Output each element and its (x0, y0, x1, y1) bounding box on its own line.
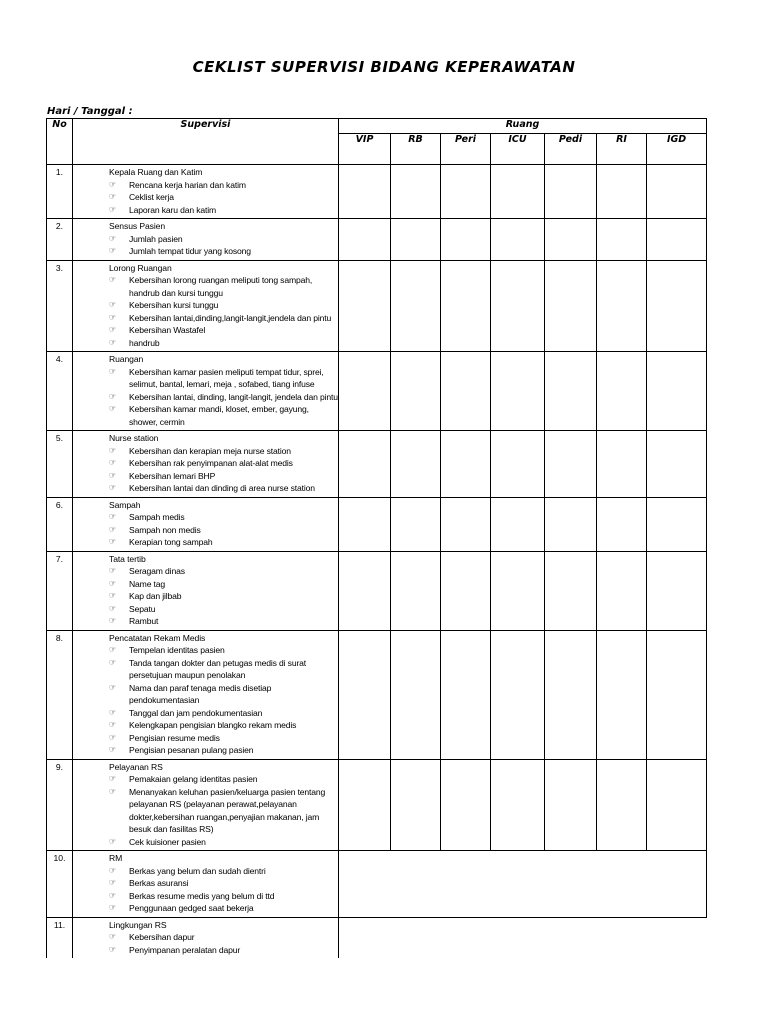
list-item (109, 445, 338, 458)
list-item (109, 470, 338, 483)
section-number: 4. (47, 352, 73, 431)
item-text: Rambut (129, 616, 159, 626)
section-content (73, 219, 339, 261)
item-text: Kebersihan kursi tunggu (129, 300, 219, 310)
item-text: Rencana kerja harian dan katim (129, 179, 246, 190)
section-row (47, 851, 707, 918)
list-item (109, 657, 338, 682)
item-text: Kelengkapan pengisian blangko rekam medis (129, 720, 297, 730)
list-item (109, 732, 338, 745)
item-text: Kebersihan kamar pasien meliputi tempat tidur, sprei, selimut, bantal, lemari, meja , sofabed, tiang infuse (129, 366, 324, 389)
check-cell-igd[interactable] (647, 260, 707, 352)
check-cell-vip[interactable] (339, 165, 391, 219)
list-item (109, 482, 338, 495)
check-cell-peri[interactable] (441, 352, 491, 431)
check-cell-pedi[interactable] (545, 759, 597, 851)
pointing-hand-icon: ☞ (109, 512, 117, 521)
check-cell-ri[interactable] (597, 630, 647, 759)
item-text: Menanyakan keluhan pasien/keluarga pasien tentang pelayanan RS (pelayanan perawat,pelayanan dokter,kebersihan ruangan,penyajian makanan, jam besuk dan fasilitas RS) (129, 786, 326, 834)
item-text: Kerapian tong sampah (129, 537, 213, 547)
check-area-merged[interactable] (339, 851, 707, 918)
list-item (109, 403, 338, 428)
check-cell-pedi[interactable] (545, 352, 597, 431)
pointing-hand-icon: ☞ (109, 745, 117, 754)
check-cell-vip[interactable] (339, 260, 391, 352)
section-row (47, 352, 707, 431)
item-text: Kebersihan lantai, dinding, langit-langit, jendela dan pintu (129, 391, 338, 402)
section-row (47, 630, 707, 759)
check-cell-ri[interactable] (597, 165, 647, 219)
header-room-peri: Peri (441, 134, 491, 165)
checklist-sheet (46, 118, 707, 958)
item-text: Seragam dinas (129, 566, 185, 576)
item-text: Nama dan paraf tenaga medis disetiap pendokumentasian (129, 682, 272, 705)
list-item (109, 902, 338, 915)
item-text: Ceklist kerja (129, 192, 174, 202)
check-cell-vip[interactable] (339, 219, 391, 261)
pointing-hand-icon: ☞ (109, 865, 117, 875)
pointing-hand-icon: ☞ (109, 657, 117, 667)
header-room-igd: IGD (647, 134, 707, 165)
check-cell-vip[interactable] (339, 551, 391, 630)
check-cell-pedi[interactable] (545, 219, 597, 261)
check-cell-icu[interactable] (491, 759, 545, 851)
pointing-hand-icon: ☞ (109, 246, 117, 255)
check-cell-igd[interactable] (647, 497, 707, 551)
section-row (47, 219, 707, 261)
section-title: Pencatatan Rekam Medis (109, 632, 206, 643)
list-item (109, 773, 338, 786)
section-items (109, 931, 338, 956)
item-text: Cek kuisioner pasien (129, 836, 206, 847)
list-item (109, 391, 338, 404)
check-cell-pedi[interactable] (545, 260, 597, 352)
header-ruang: Ruang (339, 119, 707, 134)
section-row (47, 165, 707, 219)
section-number: 10. (47, 851, 73, 918)
check-cell-pedi[interactable] (545, 497, 597, 551)
check-cell-icu[interactable] (491, 219, 545, 261)
section-items (109, 274, 338, 349)
item-text: Kebersihan lantai,dinding,langit-langit,jendela dan pintu (129, 312, 332, 323)
list-item (109, 457, 338, 470)
pointing-hand-icon: ☞ (109, 179, 117, 189)
check-cell-vip[interactable] (339, 431, 391, 498)
section-title: Ruangan (109, 354, 144, 364)
section-title: Tata tertib (109, 553, 146, 564)
item-text: Berkas asuransi (129, 878, 189, 888)
check-cell-peri[interactable] (441, 759, 491, 851)
item-text: Kebersihan lantai dan dinding di area nurse station (129, 483, 315, 493)
pointing-hand-icon: ☞ (109, 275, 117, 284)
check-cell-peri[interactable] (441, 630, 491, 759)
section-number: 1. (47, 165, 73, 219)
check-cell-igd[interactable] (647, 759, 707, 851)
list-item (109, 865, 338, 878)
check-cell-ri[interactable] (597, 219, 647, 261)
pointing-hand-icon: ☞ (109, 470, 117, 480)
item-text: Kebersihan lemari BHP (129, 470, 216, 481)
pointing-hand-icon: ☞ (109, 932, 117, 941)
pointing-hand-icon: ☞ (109, 325, 117, 334)
list-item (109, 719, 338, 732)
item-text: Berkas resume medis yang belum di ttd (129, 890, 275, 901)
section-content (73, 917, 339, 958)
list-item (109, 786, 338, 836)
section-number: 3. (47, 260, 73, 352)
item-text: Kebersihan lorong ruangan meliputi tong sampah, handrub dan kursi tunggu (129, 275, 313, 298)
check-cell-icu[interactable] (491, 260, 545, 352)
section-number: 6. (47, 497, 73, 551)
list-item (109, 524, 338, 537)
pointing-hand-icon: ☞ (109, 566, 117, 575)
check-cell-rb[interactable] (391, 352, 441, 431)
item-text: Berkas yang belum dan sudah dientri (129, 865, 266, 876)
list-item (109, 337, 338, 350)
item-text: Penggunaan gedged saat bekerja (129, 903, 254, 913)
check-cell-rb[interactable] (391, 165, 441, 219)
pointing-hand-icon: ☞ (109, 445, 117, 455)
pointing-hand-icon: ☞ (109, 836, 117, 846)
pointing-hand-icon: ☞ (109, 233, 117, 243)
check-cell-igd[interactable] (647, 630, 707, 759)
check-cell-ri[interactable] (597, 260, 647, 352)
section-title: Nurse station (109, 433, 159, 443)
item-text: Tanggal dan jam pendokumentasian (129, 707, 263, 718)
list-item (109, 590, 338, 603)
pointing-hand-icon: ☞ (109, 890, 117, 900)
check-area-merged[interactable] (339, 917, 707, 958)
check-cell-ri[interactable] (597, 759, 647, 851)
pointing-hand-icon: ☞ (109, 774, 117, 783)
item-text: Kebersihan Wastafel (129, 325, 206, 335)
pointing-hand-icon: ☞ (109, 645, 117, 654)
section-title: Sampah (109, 499, 141, 510)
section-title: Lingkungan RS (109, 919, 167, 930)
check-cell-icu[interactable] (491, 165, 545, 219)
item-text: Sampah medis (129, 512, 185, 522)
list-item (109, 324, 338, 337)
section-row (47, 431, 707, 498)
pointing-hand-icon: ☞ (109, 603, 117, 613)
pointing-hand-icon: ☞ (109, 616, 117, 625)
item-text: Kebersihan dan kerapian meja nurse station (129, 445, 291, 456)
section-title: Kepala Ruang dan Katim (109, 167, 203, 177)
check-cell-igd[interactable] (647, 551, 707, 630)
section-items (109, 366, 338, 429)
pointing-hand-icon: ☞ (109, 391, 117, 401)
date-label: Hari / Tanggal : (47, 106, 133, 117)
check-cell-peri[interactable] (441, 260, 491, 352)
check-cell-pedi[interactable] (545, 551, 597, 630)
list-item (109, 274, 338, 299)
section-row (47, 260, 707, 352)
section-row (47, 497, 707, 551)
item-text: Pengisian pesanan pulang pasien (129, 745, 254, 755)
check-cell-ri[interactable] (597, 431, 647, 498)
list-item (109, 836, 338, 849)
section-title: Pelayanan RS (109, 761, 163, 772)
section-items (109, 865, 338, 915)
check-cell-icu[interactable] (491, 497, 545, 551)
pointing-hand-icon: ☞ (109, 204, 117, 214)
check-cell-igd[interactable] (647, 165, 707, 219)
item-text: handrub (129, 337, 160, 348)
check-cell-vip[interactable] (339, 630, 391, 759)
check-cell-igd[interactable] (647, 219, 707, 261)
item-text: Sepatu (129, 603, 156, 614)
list-item (109, 191, 338, 204)
section-title: Sensus Pasien (109, 221, 166, 231)
list-item (109, 744, 338, 757)
list-item (109, 682, 338, 707)
section-items (109, 445, 338, 495)
pointing-hand-icon: ☞ (109, 720, 117, 729)
header-supervisi: Supervisi (73, 119, 339, 165)
section-number: 8. (47, 630, 73, 759)
check-cell-peri[interactable] (441, 219, 491, 261)
header-no: No (47, 119, 73, 165)
item-text: Sampah non medis (129, 524, 201, 535)
section-content (73, 551, 339, 630)
pointing-hand-icon: ☞ (109, 578, 117, 588)
check-cell-igd[interactable] (647, 352, 707, 431)
check-cell-icu[interactable] (491, 630, 545, 759)
pointing-hand-icon: ☞ (109, 300, 117, 309)
list-item (109, 944, 338, 957)
section-content (73, 630, 339, 759)
item-text: Kap dan jilbab (129, 591, 182, 601)
check-cell-rb[interactable] (391, 497, 441, 551)
item-text: Name tag (129, 578, 166, 589)
section-content (73, 260, 339, 352)
list-item (109, 644, 338, 657)
list-item (109, 890, 338, 903)
check-cell-icu[interactable] (491, 352, 545, 431)
check-cell-vip[interactable] (339, 497, 391, 551)
header-room-pedi: Pedi (545, 134, 597, 165)
check-cell-rb[interactable] (391, 260, 441, 352)
item-text: Tanda tangan dokter dan petugas medis di surat persetujuan maupun penolakan (129, 657, 307, 680)
pointing-hand-icon: ☞ (109, 337, 117, 347)
section-number: 9. (47, 759, 73, 851)
list-item (109, 204, 338, 217)
checklist-table (46, 118, 707, 958)
item-text: Jumlah pasien (129, 233, 183, 244)
item-text: Tempelan identitas pasien (129, 645, 225, 655)
check-cell-rb[interactable] (391, 630, 441, 759)
section-content (73, 497, 339, 551)
check-cell-igd[interactable] (647, 431, 707, 498)
section-items (109, 644, 338, 757)
section-row (47, 759, 707, 851)
item-text: Laporan karu dan katim (129, 204, 216, 215)
check-cell-peri[interactable] (441, 497, 491, 551)
check-cell-peri[interactable] (441, 165, 491, 219)
item-text: Kebersihan dapur (129, 932, 195, 942)
check-cell-rb[interactable] (391, 759, 441, 851)
page-title: CEKLIST SUPERVISI BIDANG KEPERAWATAN (192, 58, 576, 76)
pointing-hand-icon: ☞ (109, 524, 117, 534)
pointing-hand-icon: ☞ (109, 192, 117, 201)
pointing-hand-icon: ☞ (109, 944, 117, 954)
check-cell-ri[interactable] (597, 352, 647, 431)
header-room-ri: RI (597, 134, 647, 165)
check-cell-rb[interactable] (391, 431, 441, 498)
item-text: Pemakaian gelang identitas pasien (129, 774, 258, 784)
pointing-hand-icon: ☞ (109, 682, 117, 692)
section-number: 5. (47, 431, 73, 498)
section-content (73, 759, 339, 851)
pointing-hand-icon: ☞ (109, 707, 117, 717)
pointing-hand-icon: ☞ (109, 732, 117, 742)
section-row (47, 917, 707, 958)
check-cell-vip[interactable] (339, 352, 391, 431)
list-item (109, 565, 338, 578)
header-room-icu: ICU (491, 134, 545, 165)
check-cell-rb[interactable] (391, 219, 441, 261)
check-cell-vip[interactable] (339, 759, 391, 851)
section-title: Lorong Ruangan (109, 262, 172, 273)
check-cell-pedi[interactable] (545, 630, 597, 759)
list-item (109, 877, 338, 890)
header-room-vip: VIP (339, 134, 391, 165)
list-item (109, 511, 338, 524)
list-item (109, 578, 338, 591)
check-cell-icu[interactable] (491, 551, 545, 630)
item-text: Kebersihan kamar mandi, kloset, ember, gayung, shower, cermin (129, 404, 309, 427)
pointing-hand-icon: ☞ (109, 903, 117, 912)
section-number: 11. (47, 917, 73, 958)
list-item (109, 615, 338, 628)
section-content (73, 431, 339, 498)
section-content (73, 165, 339, 219)
pointing-hand-icon: ☞ (109, 458, 117, 467)
section-items (109, 179, 338, 217)
check-cell-ri[interactable] (597, 551, 647, 630)
list-item (109, 707, 338, 720)
list-item (109, 299, 338, 312)
item-text: Penyimpanan peralatan dapur (129, 944, 241, 955)
check-cell-peri[interactable] (441, 431, 491, 498)
check-cell-rb[interactable] (391, 551, 441, 630)
section-items (109, 233, 338, 258)
header-room-rb: RB (391, 134, 441, 165)
pointing-hand-icon: ☞ (109, 366, 117, 376)
section-items (109, 511, 338, 549)
check-cell-pedi[interactable] (545, 165, 597, 219)
pointing-hand-icon: ☞ (109, 404, 117, 413)
list-item (109, 233, 338, 246)
pointing-hand-icon: ☞ (109, 786, 117, 796)
pointing-hand-icon: ☞ (109, 591, 117, 600)
list-item (109, 603, 338, 616)
item-text: Jumlah tempat tidur yang kosong (129, 246, 251, 256)
pointing-hand-icon: ☞ (109, 312, 117, 322)
check-cell-ri[interactable] (597, 497, 647, 551)
check-cell-peri[interactable] (441, 551, 491, 630)
section-row (47, 551, 707, 630)
list-item (109, 312, 338, 325)
list-item (109, 931, 338, 944)
list-item (109, 536, 338, 549)
check-cell-pedi[interactable] (545, 431, 597, 498)
item-text: Pengisian resume medis (129, 732, 220, 743)
section-number: 2. (47, 219, 73, 261)
pointing-hand-icon: ☞ (109, 483, 117, 492)
section-items (109, 773, 338, 848)
check-cell-icu[interactable] (491, 431, 545, 498)
section-number: 7. (47, 551, 73, 630)
list-item (109, 366, 338, 391)
section-content (73, 851, 339, 918)
pointing-hand-icon: ☞ (109, 537, 117, 546)
section-items (109, 565, 338, 628)
pointing-hand-icon: ☞ (109, 878, 117, 887)
item-text: Kebersihan rak penyimpanan alat-alat medis (129, 458, 293, 468)
list-item (109, 245, 338, 258)
section-content (73, 352, 339, 431)
list-item (109, 179, 338, 192)
section-title: RM (109, 853, 123, 863)
